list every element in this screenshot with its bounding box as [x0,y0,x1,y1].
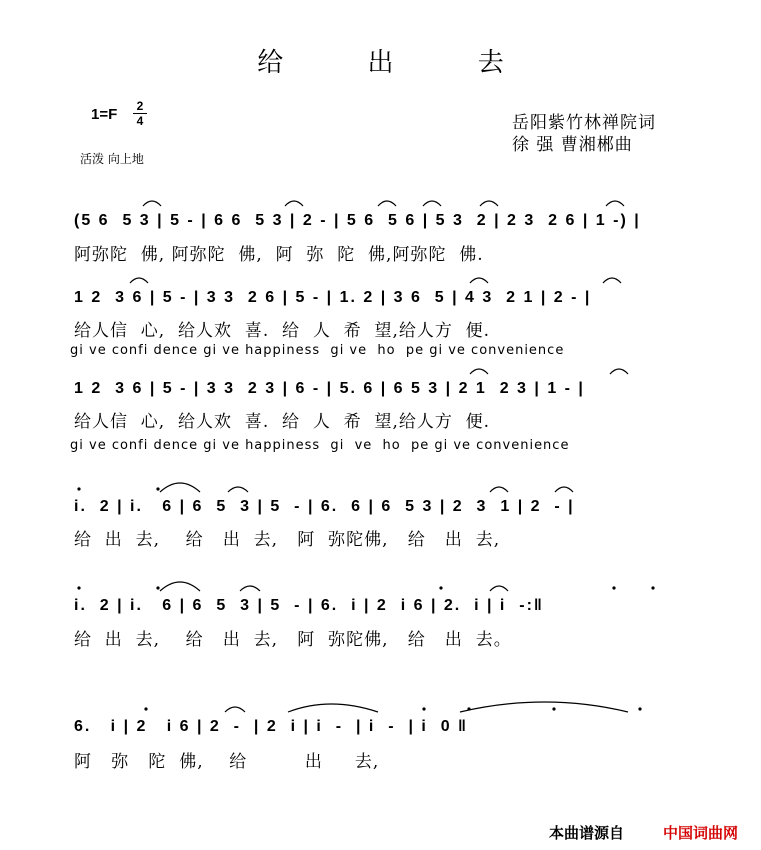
slur-mark [130,278,148,283]
slur-mark [240,586,260,591]
site-name-link[interactable]: 中国词曲网 [663,824,739,842]
lyrics-line: 给人信 心, 给人欢 喜. 给 人 希 望,给人方 便. [74,412,491,432]
octave-dot [439,586,442,589]
notation-line: (5 6 5 3 | 5 - | 6 6 5 3 | 2 - | 5 6 5 6 | 5 3 2 | 2 3 2 6 | 1 -) | [74,212,641,229]
english-lyrics-line: gi ve confi dence gi ve happiness gi ve ho pe gi ve convenience [70,438,570,453]
slur-mark [160,582,200,591]
octave-dot [638,707,641,710]
octave-dot [77,487,80,490]
time-signature-bottom: 4 [136,114,144,128]
slur-mark [288,704,378,712]
notation-line: 6. i | 2 i 6 | 2 - | 2 i | i - | i - | i 0 ‖ [74,718,469,735]
english-lyrics-line: gi ve confi dence gi ve happiness gi ve ho pe gi ve convenience [70,343,565,358]
slur-mark [143,201,161,206]
slur-mark [460,702,628,712]
notation-line: i. 2 | i. 6 | 6 5 3 | 5 - | 6. 6 | 6 5 3 | 2 3 1 | 2 - | [74,498,575,515]
slur-mark [470,369,488,374]
lyricist-credit: 岳阳紫竹林禅院词 [512,113,656,133]
slur-mark [160,483,200,492]
slur-mark [480,201,498,206]
lyrics-line: 阿弥陀 佛, 阿弥陀 佛, 阿 弥 陀 佛,阿弥陀 佛. [74,245,484,265]
tempo-marking: 活泼 向上地 [80,152,144,166]
source-label: 本曲谱源自 [549,824,625,842]
slur-mark [555,487,573,492]
octave-dot [156,586,159,589]
octave-dot [651,586,654,589]
key-signature: 1=F [91,106,118,123]
slur-mark [470,278,488,283]
slur-mark [610,369,628,374]
slur-mark [225,707,245,712]
slur-mark [603,278,621,283]
notation-line: 1 2 3 6 | 5 - | 3 3 2 3 | 6 - | 5. 6 | 6 5 3 | 2 1 2 3 | 1 - | [74,380,585,397]
slur-mark [285,201,303,206]
time-signature-top: 2 [136,99,144,113]
lyrics-line: 阿 弥 陀 佛, 给 出 去, [74,752,380,772]
slur-mark [606,201,624,206]
octave-dot [144,707,147,710]
slur-mark [228,487,248,492]
page-title: 给 出 去 [257,48,542,78]
octave-dot [552,707,555,710]
composer-credit: 徐 强 曹湘郴曲 [512,135,633,155]
octave-dot [612,586,615,589]
octave-dot [422,707,425,710]
slur-mark [490,586,508,591]
octave-dot [77,586,80,589]
slur-mark [378,201,396,206]
octave-dot [156,487,159,490]
notation-line: 1 2 3 6 | 5 - | 3 3 2 6 | 5 - | 1. 2 | 3 6 5 | 4 3 2 1 | 2 - | [74,289,592,306]
octave-dot [467,707,470,710]
slur-mark [423,201,441,206]
notation-line: i. 2 | i. 6 | 6 5 3 | 5 - | 6. i | 2 i 6 | 2. i | i -:‖ [74,597,544,614]
lyrics-line: 给 出 去, 给 出 去, 阿 弥陀佛, 给 出 去, [74,530,501,550]
lyrics-line: 给人信 心, 给人欢 喜. 给 人 希 望,给人方 便. [74,321,491,341]
lyrics-line: 给 出 去, 给 出 去, 阿 弥陀佛, 给 出 去。 [74,630,512,650]
slur-mark [490,487,508,492]
